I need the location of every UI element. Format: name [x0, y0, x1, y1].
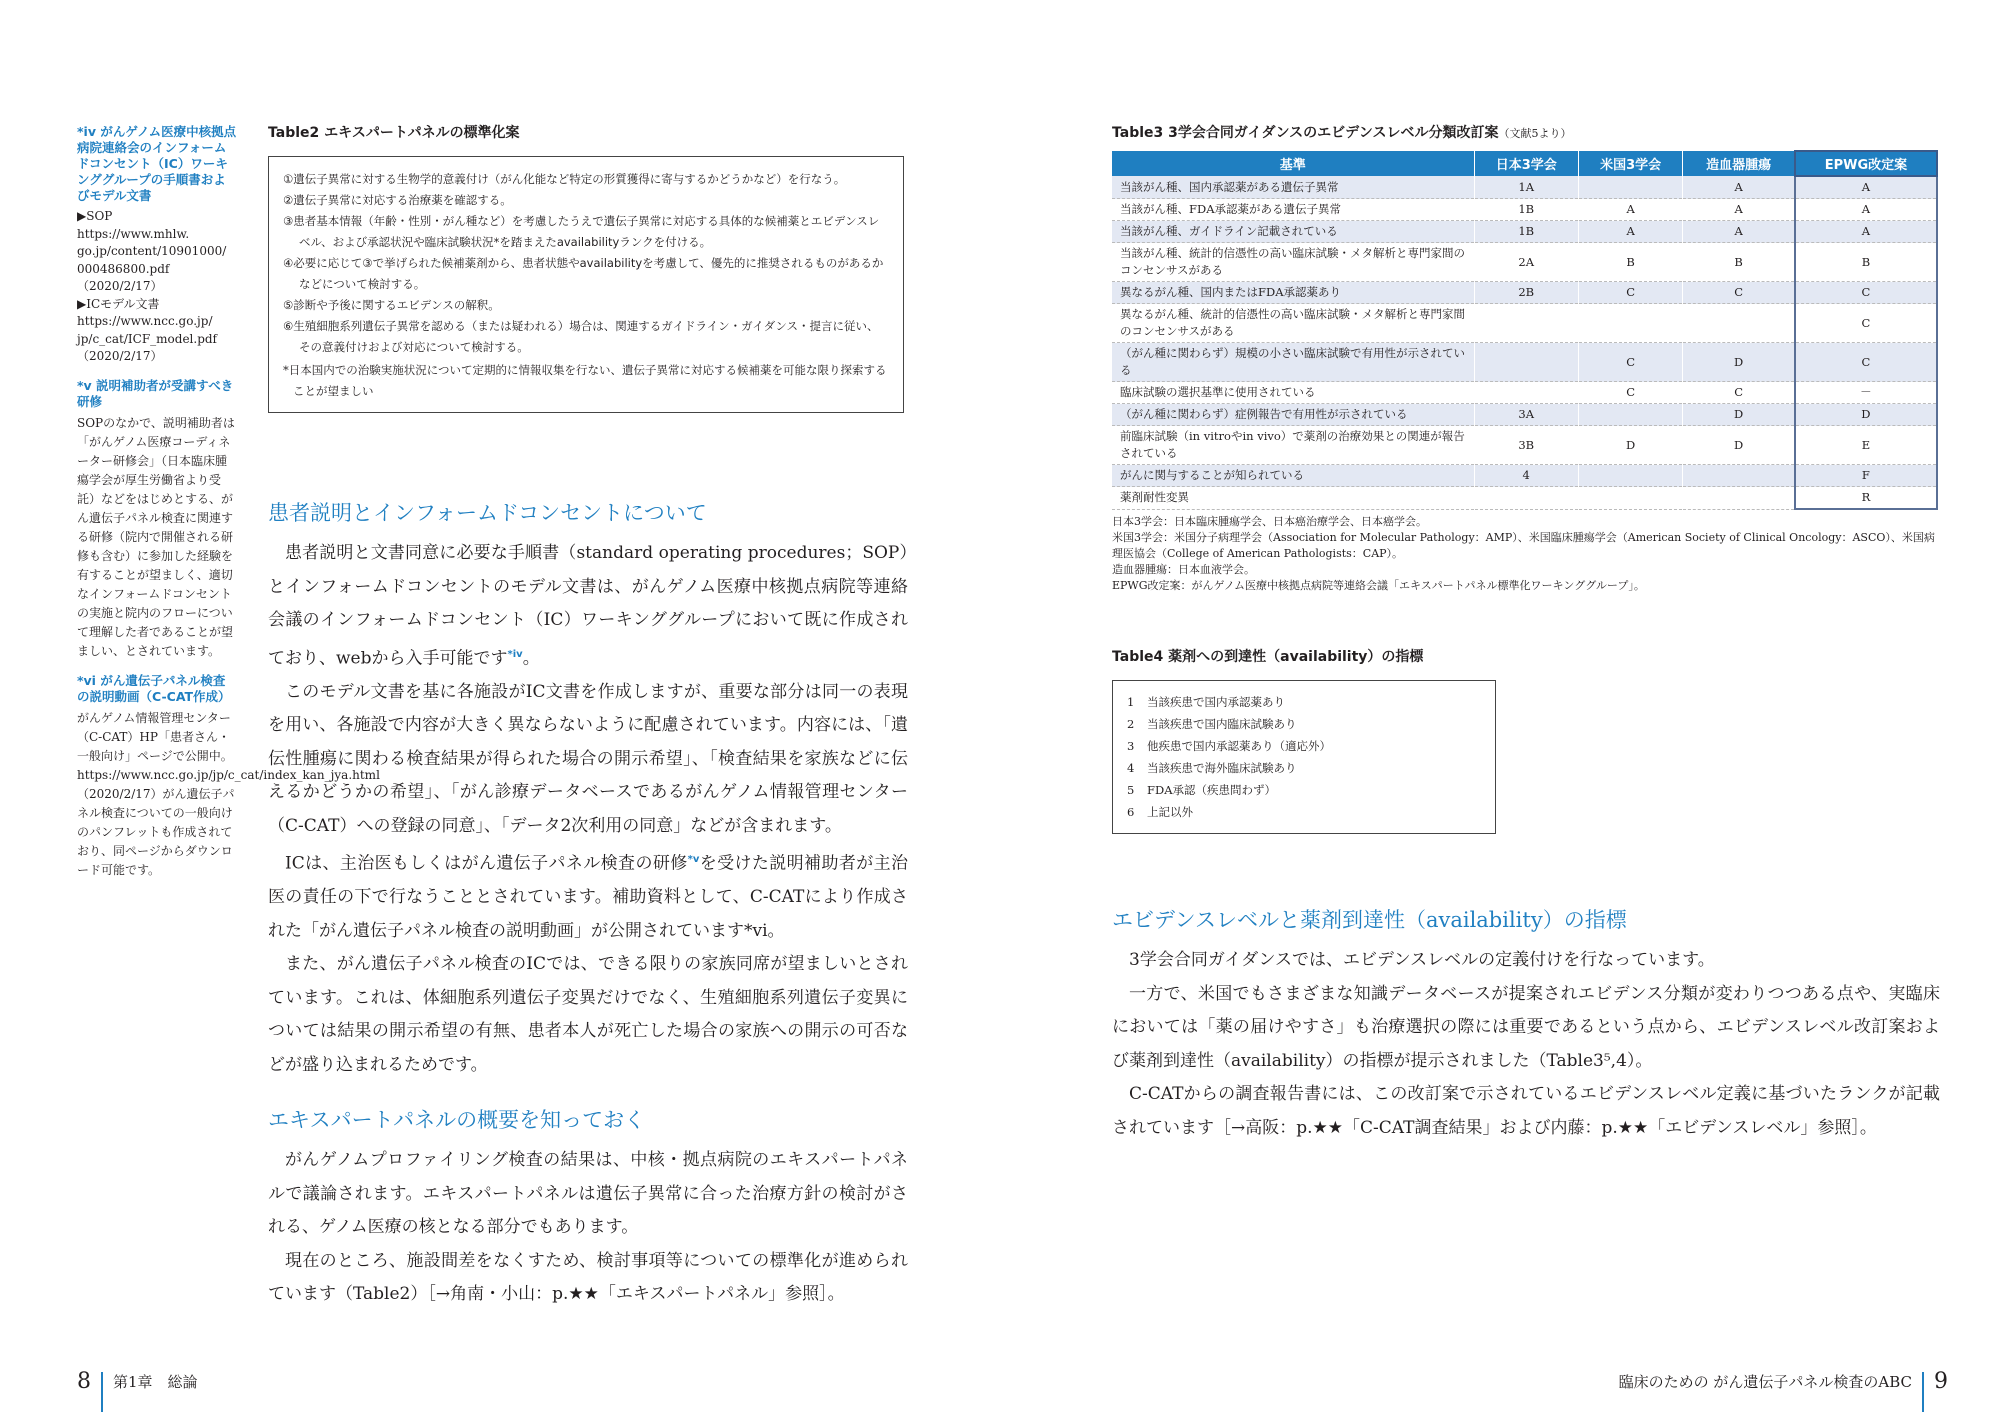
column-header: 米国3学会	[1578, 151, 1682, 176]
level-cell: 4	[1474, 465, 1578, 487]
section-heading-expert-panel: エキスパートパネルの概要を知っておく	[268, 1108, 646, 1133]
column-header: EPWG改定案	[1795, 151, 1937, 176]
table-row	[1112, 176, 1937, 199]
level-cell	[1578, 487, 1682, 510]
table4-box	[1112, 680, 1496, 834]
criterion-cell: 当該がん種、FDA承認薬がある遺伝子異常	[1112, 199, 1474, 221]
footer-right	[1619, 1360, 1948, 1402]
table3-note: EPWG改定案：がんゲノム医療中核拠点病院等連絡会議「エキスパートパネル標準化ワーキンググループ」。	[1112, 579, 1645, 592]
note-vi	[77, 672, 380, 880]
table3-notes	[1112, 514, 1938, 594]
criterion-cell: （がん種に関わらず）規模の小さい臨床試験で有用性が示されている	[1112, 343, 1474, 382]
note-iv	[77, 124, 237, 366]
table-row	[1112, 282, 1937, 304]
level-cell: A	[1683, 176, 1795, 199]
table4-item: 4 当該疾患で海外臨床試験あり	[1127, 761, 1297, 775]
level-cell	[1578, 176, 1682, 199]
table2-note: *日本国内での治験実施状況について定期的に情報収集を行ない、遺伝子異常に対応する候補薬を可能な限り探索することが望ましい	[283, 363, 887, 398]
level-cell: A	[1578, 199, 1682, 221]
note-date: （2020/2/17）	[77, 349, 163, 363]
level-cell	[1578, 304, 1682, 343]
note-line: ▶SOP	[77, 209, 113, 223]
footnote-ref[interactable]: *iv	[507, 648, 523, 660]
left-main-column	[268, 122, 908, 1312]
table4-item: 6 上記以外	[1127, 805, 1193, 819]
table2-item: ④必要に応じて③で挙げられた候補薬剤から、患者状態やavailabilityを考慮して、優先的に推奨されるものがあるかなどについて検討する。	[283, 256, 884, 291]
page-divider	[101, 1372, 103, 1412]
table-row	[1112, 199, 1937, 221]
table3-caption: Table3 3学会合同ガイダンスのエビデンスレベル分類改訂案（文献5より）	[1112, 125, 1572, 141]
table-header-row	[1112, 151, 1937, 176]
level-cell: B	[1578, 243, 1682, 282]
level-cell	[1578, 465, 1682, 487]
note-link[interactable]: 000486800.pdf	[77, 261, 170, 276]
column-header: 基準	[1112, 151, 1474, 176]
criterion-cell: 臨床試験の選択基準に使用されている	[1112, 382, 1474, 404]
table-row	[1112, 404, 1937, 426]
table4-item: 2 当該疾患で国内臨床試験あり	[1127, 717, 1297, 731]
table2-item: ⑤診断や予後に関するエビデンスの解釈。	[283, 298, 500, 312]
level-cell: 1B	[1474, 199, 1578, 221]
table2-item: ②遺伝子異常に対応する治療薬を確認する。	[283, 193, 512, 207]
level-cell: 1A	[1474, 176, 1578, 199]
criterion-cell: （がん種に関わらず）症例報告で有用性が示されている	[1112, 404, 1474, 426]
section-heading-evidence: エビデンスレベルと薬剤到達性（availability）の指標	[1112, 908, 1627, 932]
right-main-column	[1112, 122, 1942, 1145]
table2-caption: Table2 エキスパートパネルの標準化案	[268, 125, 520, 141]
level-cell: C	[1578, 282, 1682, 304]
level-cell: C	[1795, 304, 1937, 343]
level-cell: 3B	[1474, 426, 1578, 465]
note-iv-heading: *iv がんゲノム医療中核拠点病院連絡会のインフォームドコンセント（IC）ワーキンググループの手順書およびモデル文書	[77, 124, 237, 203]
table-row	[1112, 304, 1937, 343]
level-cell: C	[1683, 382, 1795, 404]
level-cell	[1474, 382, 1578, 404]
level-cell: F	[1795, 465, 1937, 487]
level-cell	[1474, 487, 1578, 510]
table-row	[1112, 221, 1937, 243]
level-cell: D	[1683, 343, 1795, 382]
column-header: 日本3学会	[1474, 151, 1578, 176]
page-divider	[1922, 1372, 1924, 1412]
level-cell	[1474, 343, 1578, 382]
level-cell: C	[1578, 382, 1682, 404]
table4-item: 3 他疾患で国内承認薬あり（適応外）	[1127, 739, 1331, 753]
level-cell: 2B	[1474, 282, 1578, 304]
page-number-right: 9	[1934, 1368, 1948, 1394]
level-cell: D	[1795, 404, 1937, 426]
table3	[1112, 150, 1938, 510]
table2-item: ⑥生殖細胞系列遺伝子異常を認める（または疑われる）場合は、関連するガイドライン・ガイダンス・提言に従い、その意義付けおよび対応について検討する。	[283, 319, 879, 354]
table4-item: 1 当該疾患で国内承認薬あり	[1127, 695, 1285, 709]
level-cell: 3A	[1474, 404, 1578, 426]
note-link[interactable]: jp/c_cat/ICF_model.pdf	[77, 331, 217, 346]
criterion-cell: がんに関与することが知られている	[1112, 465, 1474, 487]
table-row	[1112, 465, 1937, 487]
column-header: 造血器腫瘍	[1683, 151, 1795, 176]
criterion-cell: 異なるがん種、統計的信憑性の高い臨床試験・メタ解析と専門家間のコンセンサスがある	[1112, 304, 1474, 343]
note-link[interactable]: go.jp/content/10901000/	[77, 244, 227, 258]
level-cell	[1683, 465, 1795, 487]
level-cell: D	[1683, 426, 1795, 465]
level-cell: A	[1683, 221, 1795, 243]
note-vi-heading: *vi がん遺伝子パネル検査の説明動画（C-CAT作成）	[77, 672, 231, 704]
level-cell: －	[1795, 382, 1937, 404]
table-row	[1112, 343, 1937, 382]
paragraph: 患者説明と文書同意に必要な手順書（standard operating procedures；SOP）とインフォームドコンセントのモデル文書は、がんゲノム医療中核拠点病院等連絡会議のインフォームドコンセント（IC）ワーキンググループにおいて既に作成されており、webから入手可能です$^{*iv}$。	[268, 543, 908, 669]
note-link[interactable]: https://www.mhlw.	[77, 226, 190, 241]
table2-item: ③患者基本情報（年齢・性別・がん種など）を考慮したうえで遺伝子異常に対応する具体的な候補薬とエビデンスレベル、および承認状況や臨床試験状況*を踏まえたavailabilityランクを付ける。	[283, 214, 880, 249]
level-cell: B	[1795, 243, 1937, 282]
level-cell	[1683, 487, 1795, 510]
table4-item: 5 FDA承認（疾患問わず）	[1127, 783, 1277, 797]
page-number-left: 8	[77, 1368, 91, 1394]
level-cell	[1578, 404, 1682, 426]
paragraph: このモデル文書を基に各施設がIC文書を作成しますが、重要な部分は同一の表現を用い、各施設で内容が大きく異ならないように配慮されています。内容には、「遺伝性腫瘍に関わる検査結果が得られた場合の開示希望」、「検査結果を家族などに伝えるかどうかの希望」、「がん診療データベースであるがんゲノム情報管理センター（C-CAT）への登録の同意」、「データ2次利用の同意」などが含まれます。	[268, 681, 908, 836]
level-cell: A	[1795, 221, 1937, 243]
section-evidence-level	[1112, 904, 1940, 1145]
criterion-cell: 当該がん種、統計的信憑性の高い臨床試験・メタ解析と専門家間のコンセンサスがある	[1112, 243, 1474, 282]
note-link[interactable]: https://www.ncc.go.jp/	[77, 314, 213, 328]
footer-left	[77, 1360, 198, 1402]
note-v-heading: *v 説明補助者が受講すべき研修	[77, 377, 234, 409]
table-row	[1112, 426, 1937, 465]
table3-note: 造血器腫瘍：日本血液学会。	[1112, 563, 1255, 576]
note-vi-body: がんゲノム情報管理センター（C-CAT）HP「患者さん・一般向け」ページで公開中。https://www.ncc.go.jp/jp/c_cat/index_kan_jya.html（2020/2/17）がん遺伝子パネル検査についての一般向けのパンフレットも作成されており、同ページからダウンロード可能です。	[77, 710, 380, 877]
paragraph: 3学会合同ガイダンスでは、エビデンスレベルの定義付けを行なっています。	[1129, 950, 1715, 970]
level-cell: A	[1578, 221, 1682, 243]
criterion-cell: 当該がん種、国内承認薬がある遺伝子異常	[1112, 176, 1474, 199]
table3-note: 日本3学会：日本臨床腫瘍学会、日本癌治療学会、日本癌学会。	[1112, 515, 1427, 528]
paragraph: 一方で、米国でもさまざまな知識データベースが提案されエビデンス分類が変わりつつある点や、実臨床においては「薬の届けやすさ」も治療選択の際には重要であるという点から、エビデンスレベル改訂案および薬剤到達性（availability）の指標が提示されました（Table3⁵,4）。	[1112, 983, 1940, 1071]
criterion-cell: 薬剤耐性変異	[1112, 487, 1474, 510]
table-row	[1112, 487, 1937, 510]
level-cell: A	[1795, 199, 1937, 221]
note-v	[77, 378, 237, 661]
paragraph: 現在のところ、施設間差をなくすため、検討事項等についての標準化が進められています（Table2）［→角南・小山：p.★★「エキスパートパネル」参照］。	[268, 1250, 908, 1305]
note-line: ▶ICモデル文書	[77, 296, 160, 311]
paragraph: C-CATからの調査報告書には、この改訂案で示されているエビデンスレベル定義に基づいたランクが記載されています［→高阪：p.★★「C-CAT調査結果」および内藤：p.★★「エビデンスレベル」参照］。	[1112, 1084, 1940, 1138]
level-cell: C	[1795, 282, 1937, 304]
footnote-ref[interactable]: *v	[687, 854, 700, 866]
table2-box	[268, 156, 904, 413]
level-cell: 1B	[1474, 221, 1578, 243]
paragraph: また、がん遺伝子パネル検査のICでは、できる限りの家族同席が望ましいとされています。これは、体細胞系列遺伝子変異だけでなく、生殖細胞系列遺伝子変異については結果の開示希望の有無、患者本人が死亡した場合の家族への開示の可否などが盛り込まれるためです。	[268, 954, 908, 1075]
table3-body	[1112, 176, 1937, 509]
note-date: （2020/2/17）	[77, 279, 163, 293]
level-cell: 2A	[1474, 243, 1578, 282]
level-cell: C	[1683, 282, 1795, 304]
table-row	[1112, 382, 1937, 404]
table3-note: 米国3学会：米国分子病理学会（Association for Molecular Pathology：AMP）、米国臨床腫瘍学会（American Society of Clinical Oncology：ASCO）、米国病理医協会（College of American Pathologists：CAP）。	[1112, 531, 1935, 560]
level-cell: E	[1795, 426, 1937, 465]
criterion-cell: 当該がん種、ガイドライン記載されている	[1112, 221, 1474, 243]
note-v-body: SOPのなかで、説明補助者は「がんゲノム医療コーディネーター研修会」（日本臨床腫瘍学会が厚生労働省より受託）などをはじめとする、がん遺伝子パネル検査に関連する研修（院内で開催される研修も含む）に参加した経験を有することが望ましく、適切なインフォームドコンセントの実施と院内のフローについて理解した者であることが望ましい、とされています。	[77, 415, 235, 658]
level-cell: D	[1578, 426, 1682, 465]
criterion-cell: 異なるがん種、国内またはFDA承認薬あり	[1112, 282, 1474, 304]
section-heading-consent: 患者説明とインフォームドコンセントについて	[268, 501, 707, 525]
level-cell: D	[1683, 404, 1795, 426]
level-cell: A	[1683, 199, 1795, 221]
criterion-cell: 前臨床試験（in vitroやin vivo）で薬剤の治療効果との関連が報告されている	[1112, 426, 1474, 465]
paragraph: ICは、主治医もしくはがん遺伝子パネル検査の研修$^{*v}$を受けた説明補助者が主治医の責任の下で行なうこととされています。補助資料として、C-CATにより作成された「がん遺伝子パネル検査の説明動画」が公開されています*vi。	[268, 853, 908, 941]
level-cell: C	[1578, 343, 1682, 382]
table-row	[1112, 243, 1937, 282]
level-cell	[1683, 304, 1795, 343]
level-cell: C	[1795, 343, 1937, 382]
table2-item: ①遺伝子異常に対する生物学的意義付け（がん化能など特定の形質獲得に寄与するかどうかなど）を行なう。	[283, 172, 846, 186]
sidebar-notes	[77, 124, 380, 892]
chapter-title: 第1章 総論	[113, 1372, 198, 1391]
level-cell: A	[1795, 176, 1937, 199]
book-title: 臨床のための がん遺伝子パネル検査のABC	[1618, 1372, 1912, 1391]
table4-caption: Table4 薬剤への到達性（availability）の指標	[1112, 649, 1424, 665]
level-cell: B	[1683, 243, 1795, 282]
level-cell	[1474, 304, 1578, 343]
level-cell: R	[1795, 487, 1937, 510]
paragraph: がんゲノムプロファイリング検査の結果は、中核・拠点病院のエキスパートパネルで議論されます。エキスパートパネルは遺伝子異常に合った治療方針の検討がされる、ゲノム医療の核となる部分でもあります。	[268, 1150, 908, 1238]
